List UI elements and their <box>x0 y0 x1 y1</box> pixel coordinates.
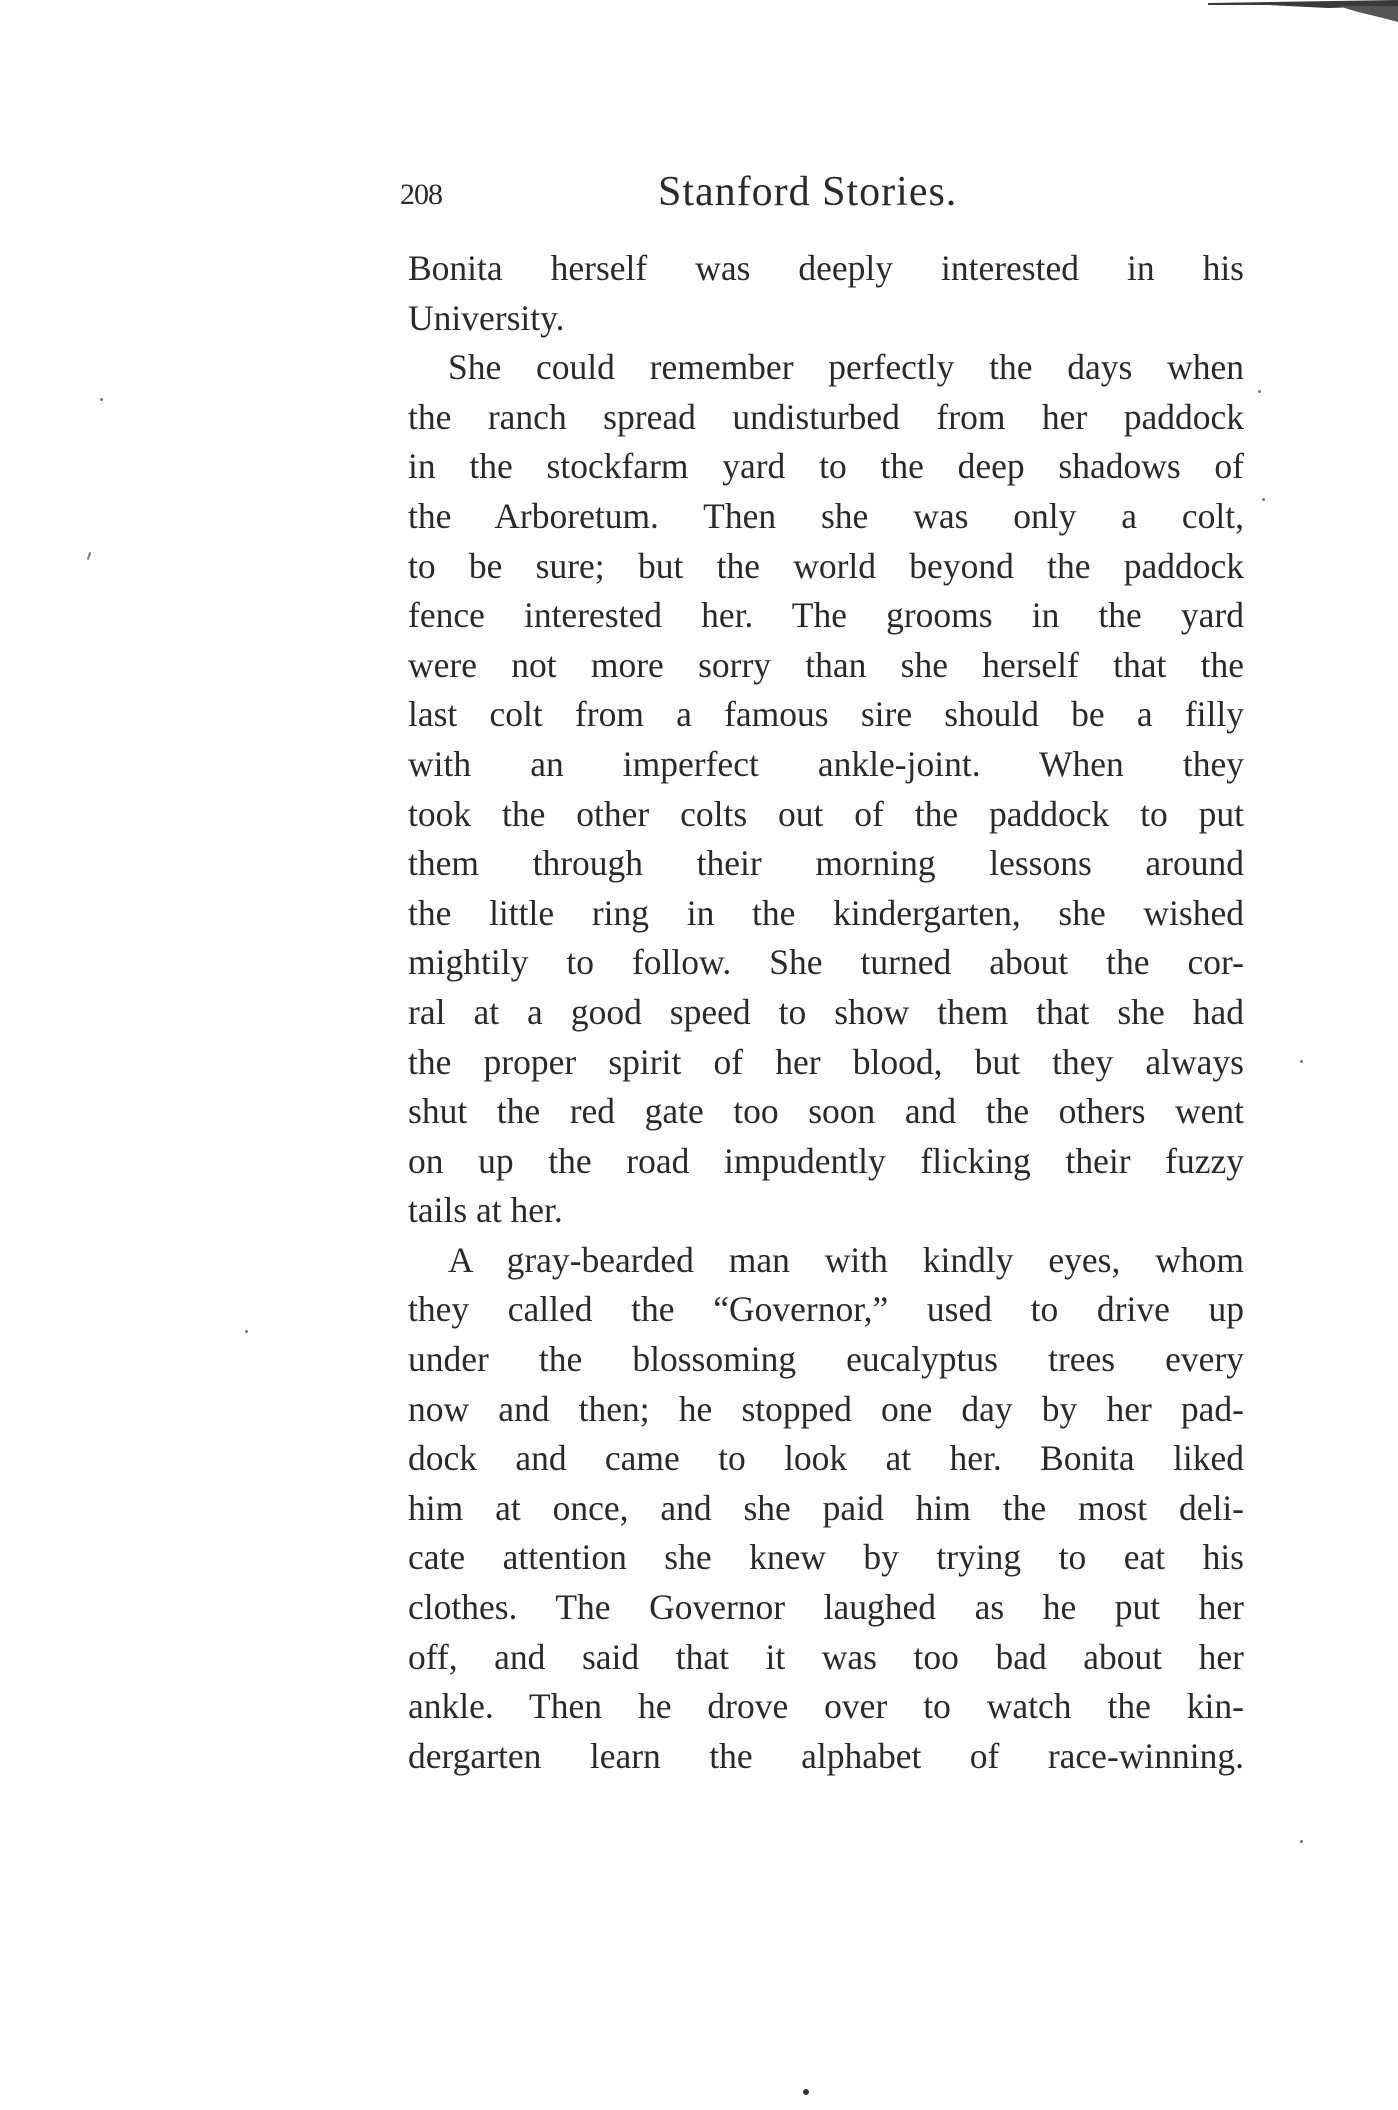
text-line: on up the road impudently flicking their fuzzy <box>408 1140 1244 1181</box>
text-line: shut the red gate too soon and the others went <box>408 1091 1244 1132</box>
text-line: University. <box>408 297 565 338</box>
scan-speck <box>245 1330 248 1333</box>
scan-speck <box>1258 390 1261 393</box>
text-line: the ranch spread undisturbed from her paddock <box>408 396 1244 437</box>
text-line: A gray-bearded man with kindly eyes, whom <box>448 1239 1244 1280</box>
text-line: in the stockfarm yard to the deep shadows of <box>408 446 1244 487</box>
text-line: off, and said that it was too bad about her <box>408 1636 1244 1677</box>
text-line: cate attention she knew by trying to eat his <box>408 1537 1244 1578</box>
text-line: She could remember perfectly the days when <box>448 347 1244 388</box>
text-line: the Arboretum. Then she was only a colt, <box>408 495 1244 536</box>
running-head <box>400 168 1300 228</box>
page-number: 208 <box>400 178 442 211</box>
scan-speck <box>1300 1840 1303 1843</box>
scan-edge-mark <box>1208 0 1398 22</box>
scan-speck <box>100 398 103 401</box>
scan-speck <box>803 2089 809 2095</box>
text-line: now and then; he stopped one day by her pad- <box>408 1388 1244 1429</box>
paragraph <box>408 1236 1244 1782</box>
scan-speck <box>87 552 92 560</box>
text-line: them through their morning lessons around <box>408 843 1244 884</box>
text-line: ral at a good speed to show them that she had <box>408 991 1244 1032</box>
paragraph <box>408 343 1244 1236</box>
text-line: dergarten learn the alphabet of race-winning. <box>408 1735 1244 1776</box>
text-line: took the other colts out of the paddock to put <box>408 793 1244 834</box>
text-line: the little ring in the kindergarten, she wished <box>408 892 1244 933</box>
paragraph <box>408 244 1244 343</box>
text-line: mightily to follow. She turned about the cor- <box>408 942 1244 983</box>
text-line: Bonita herself was deeply interested in his <box>408 248 1244 288</box>
text-line: they called the “Governor,” used to drive up <box>408 1289 1244 1330</box>
text-line: dock and came to look at her. Bonita liked <box>408 1438 1244 1479</box>
text-line: him at once, and she paid him the most deli- <box>408 1487 1244 1528</box>
text-line: fence interested her. The grooms in the yard <box>408 595 1244 636</box>
body-text <box>408 244 1244 1781</box>
text-line: under the blossoming eucalyptus trees every <box>408 1339 1244 1380</box>
text-line: ankle. Then he drove over to watch the kin- <box>408 1686 1244 1727</box>
scan-speck <box>1300 1060 1303 1063</box>
scan-speck <box>1262 498 1265 501</box>
text-line: were not more sorry than she herself that the <box>408 644 1244 685</box>
text-line: with an imperfect ankle-joint. When they <box>408 743 1244 784</box>
text-line: last colt from a famous sire should be a filly <box>408 694 1244 735</box>
text-line: tails at her. <box>408 1190 563 1231</box>
text-line: to be sure; but the world beyond the paddock <box>408 545 1244 586</box>
text-line: the proper spirit of her blood, but they always <box>408 1041 1244 1082</box>
running-title: Stanford Stories. <box>658 169 958 215</box>
text-line: clothes. The Governor laughed as he put her <box>408 1587 1244 1628</box>
